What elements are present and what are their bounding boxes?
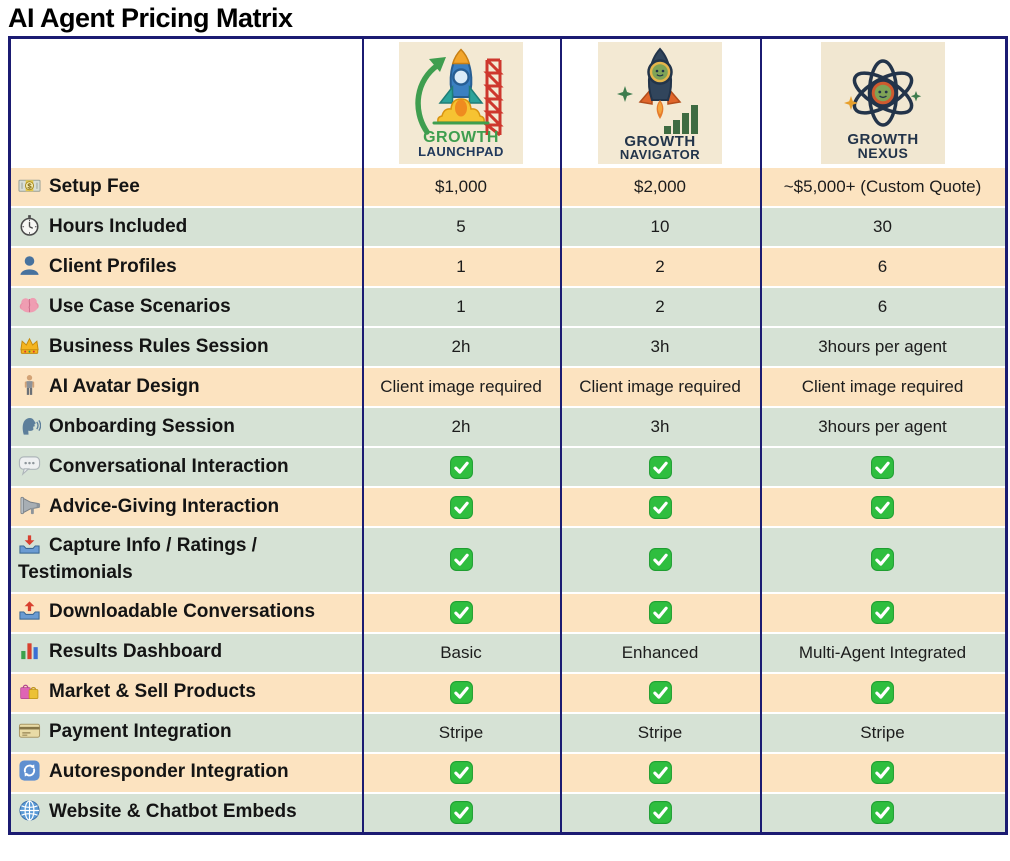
feature-value-cell: 5 [456, 217, 466, 237]
check-icon [449, 600, 474, 625]
feature-label-cell [11, 368, 362, 406]
growth-nexus-logo [821, 42, 945, 164]
growth-navigator-logo [598, 42, 722, 164]
feature-label-cell [11, 674, 362, 712]
check-icon [648, 600, 673, 625]
feature-value-cell [760, 528, 1005, 592]
check-icon [449, 800, 474, 825]
stopwatch-icon [18, 214, 41, 237]
plan-name-line1: GROWTH [624, 132, 696, 150]
feature-label-cell [11, 288, 362, 326]
feature-value-cell: Stripe [860, 723, 905, 743]
feature-value-cell [760, 674, 1005, 712]
feature-value-cell: Basic [440, 643, 482, 663]
feature-value-cell: 6 [877, 297, 888, 317]
column-divider [560, 39, 562, 832]
feature-value-cell [560, 674, 760, 712]
feature-label-cell [11, 448, 362, 486]
feature-value-cell: 2h [451, 337, 471, 357]
feature-label-cell [11, 528, 362, 592]
feature-row-1 [11, 166, 1005, 206]
feature-value-cell [560, 528, 760, 592]
crown-icon [18, 334, 41, 357]
feature-label: Hours Included [49, 215, 188, 237]
feature-label: Client Profiles [49, 255, 177, 277]
check-icon [648, 800, 673, 825]
feature-row-16 [11, 792, 1005, 832]
check-icon [449, 680, 474, 705]
check-icon [870, 760, 895, 785]
feature-row-13 [11, 672, 1005, 712]
check-icon [648, 680, 673, 705]
feature-label-cell [11, 248, 362, 286]
feature-value-cell: Enhanced [621, 643, 699, 663]
plan-name-line2: LAUNCHPAD [418, 143, 504, 159]
feature-value-cell [362, 674, 560, 712]
feature-label-cell [11, 488, 362, 526]
feature-value-cell: 3h [650, 337, 670, 357]
plan-name-line1: GROWTH [423, 128, 499, 146]
plan-name-line2: NEXUS [857, 144, 908, 161]
check-icon [870, 547, 895, 572]
speaking-head-icon [18, 414, 41, 437]
feature-value-cell: 3hours per agent [818, 337, 947, 357]
check-icon [648, 760, 673, 785]
feature-row-11 [11, 592, 1005, 632]
arrows-cycle-icon [18, 759, 41, 782]
plan-name-line2: NAVIGATOR [619, 146, 701, 162]
feature-label-cell [11, 794, 362, 832]
pricing-table [8, 36, 1008, 835]
feature-label-cell [11, 714, 362, 752]
feature-label: Results Dashboard [49, 641, 223, 663]
feature-label-cell [11, 594, 362, 632]
feature-value-cell: 3hours per agent [818, 417, 947, 437]
feature-value-cell: 2h [451, 417, 471, 437]
check-icon [648, 455, 673, 480]
feature-value-cell: Stripe [438, 723, 484, 743]
plan-header-growth-nexus [760, 39, 1005, 166]
feature-label: Setup Fee [49, 175, 140, 197]
feature-value-cell: 30 [873, 217, 892, 237]
feature-value-cell: 10 [650, 217, 670, 237]
check-icon [648, 547, 673, 572]
plan-name-line1: GROWTH [846, 130, 919, 148]
credit-card-icon [18, 719, 41, 742]
feature-value-cell: 2 [655, 257, 665, 277]
column-divider [362, 39, 364, 832]
feature-label-cell [11, 328, 362, 366]
feature-label-cell [11, 168, 362, 206]
feature-column-header [11, 39, 362, 166]
feature-value-cell [362, 754, 560, 792]
brain-icon [18, 294, 41, 317]
check-icon [870, 455, 895, 480]
feature-value-cell [760, 594, 1005, 632]
feature-value-cell: 2 [655, 297, 665, 317]
feature-value-cell [362, 448, 560, 486]
feature-label: Use Case Scenarios [49, 295, 231, 317]
speech-balloon-icon [18, 454, 41, 477]
check-icon [449, 760, 474, 785]
column-divider [760, 39, 762, 832]
feature-value-cell: $1,000 [435, 177, 487, 197]
table-header-row [11, 39, 1005, 166]
feature-label: Website & Chatbot Embeds [49, 801, 297, 823]
money-icon [18, 174, 41, 197]
feature-value-cell [560, 488, 760, 526]
feature-value-cell: ~$5,000+ (Custom Quote) [783, 177, 982, 197]
check-icon [449, 455, 474, 480]
feature-value-cell: Client image required [579, 377, 741, 397]
feature-value-cell [362, 528, 560, 592]
check-icon [870, 800, 895, 825]
feature-row-15 [11, 752, 1005, 792]
feature-row-6 [11, 366, 1005, 406]
feature-label: Autoresponder Integration [49, 761, 289, 783]
feature-value-cell [362, 488, 560, 526]
table-body [11, 166, 1005, 832]
feature-value-cell [760, 488, 1005, 526]
feature-value-cell: Stripe [637, 723, 683, 743]
check-icon [870, 600, 895, 625]
feature-label-cell [11, 634, 362, 672]
globe-icon [18, 799, 41, 822]
check-icon [870, 680, 895, 705]
person-standing-icon [18, 374, 41, 397]
feature-label-cell [11, 208, 362, 246]
feature-row-12 [11, 632, 1005, 672]
feature-label-cell [11, 754, 362, 792]
feature-label: Advice-Giving Interaction [49, 495, 280, 517]
feature-value-cell: 1 [456, 297, 466, 317]
person-icon [18, 254, 41, 277]
feature-row-3 [11, 246, 1005, 286]
feature-value-cell [560, 794, 760, 832]
feature-value-cell [362, 794, 560, 832]
growth-launchpad-logo [399, 42, 523, 164]
feature-label: Capture Info / Ratings / Testimonials [18, 535, 257, 583]
feature-value-cell: 3h [650, 417, 670, 437]
feature-value-cell [362, 594, 560, 632]
check-icon [870, 495, 895, 520]
check-icon [449, 547, 474, 572]
feature-label: Onboarding Session [49, 415, 235, 437]
feature-label: Conversational Interaction [49, 455, 289, 477]
feature-row-5 [11, 326, 1005, 366]
feature-label: Business Rules Session [49, 335, 269, 357]
feature-row-9 [11, 486, 1005, 526]
feature-label-cell [11, 408, 362, 446]
feature-value-cell [760, 754, 1005, 792]
feature-row-10 [11, 526, 1005, 592]
loudspeaker-icon [18, 494, 41, 517]
feature-row-2 [11, 206, 1005, 246]
check-icon [648, 495, 673, 520]
feature-value-cell [760, 448, 1005, 486]
feature-value-cell [560, 594, 760, 632]
feature-value-cell: Client image required [380, 377, 542, 397]
feature-label: Downloadable Conversations [49, 601, 316, 623]
check-icon [449, 495, 474, 520]
outbox-icon [18, 599, 41, 622]
bar-chart-icon [18, 639, 41, 662]
feature-value-cell: Client image required [801, 377, 964, 397]
feature-row-4 [11, 286, 1005, 326]
feature-value-cell [560, 448, 760, 486]
feature-row-8 [11, 446, 1005, 486]
shopping-bags-icon [18, 679, 41, 702]
feature-label: Payment Integration [49, 721, 232, 743]
inbox-icon [18, 533, 41, 556]
feature-value-cell: Multi-Agent Integrated [798, 643, 967, 663]
feature-label: Market & Sell Products [49, 681, 256, 703]
feature-value-cell: $2,000 [634, 177, 686, 197]
plan-header-growth-launchpad [362, 39, 560, 166]
feature-row-7 [11, 406, 1005, 446]
page-title: AI Agent Pricing Matrix [8, 3, 293, 33]
feature-value-cell [560, 754, 760, 792]
feature-value-cell: 1 [456, 257, 466, 277]
plan-header-growth-navigator [560, 39, 760, 166]
feature-value-cell [760, 794, 1005, 832]
feature-row-14 [11, 712, 1005, 752]
feature-value-cell: 6 [877, 257, 888, 277]
feature-label: AI Avatar Design [49, 375, 200, 397]
